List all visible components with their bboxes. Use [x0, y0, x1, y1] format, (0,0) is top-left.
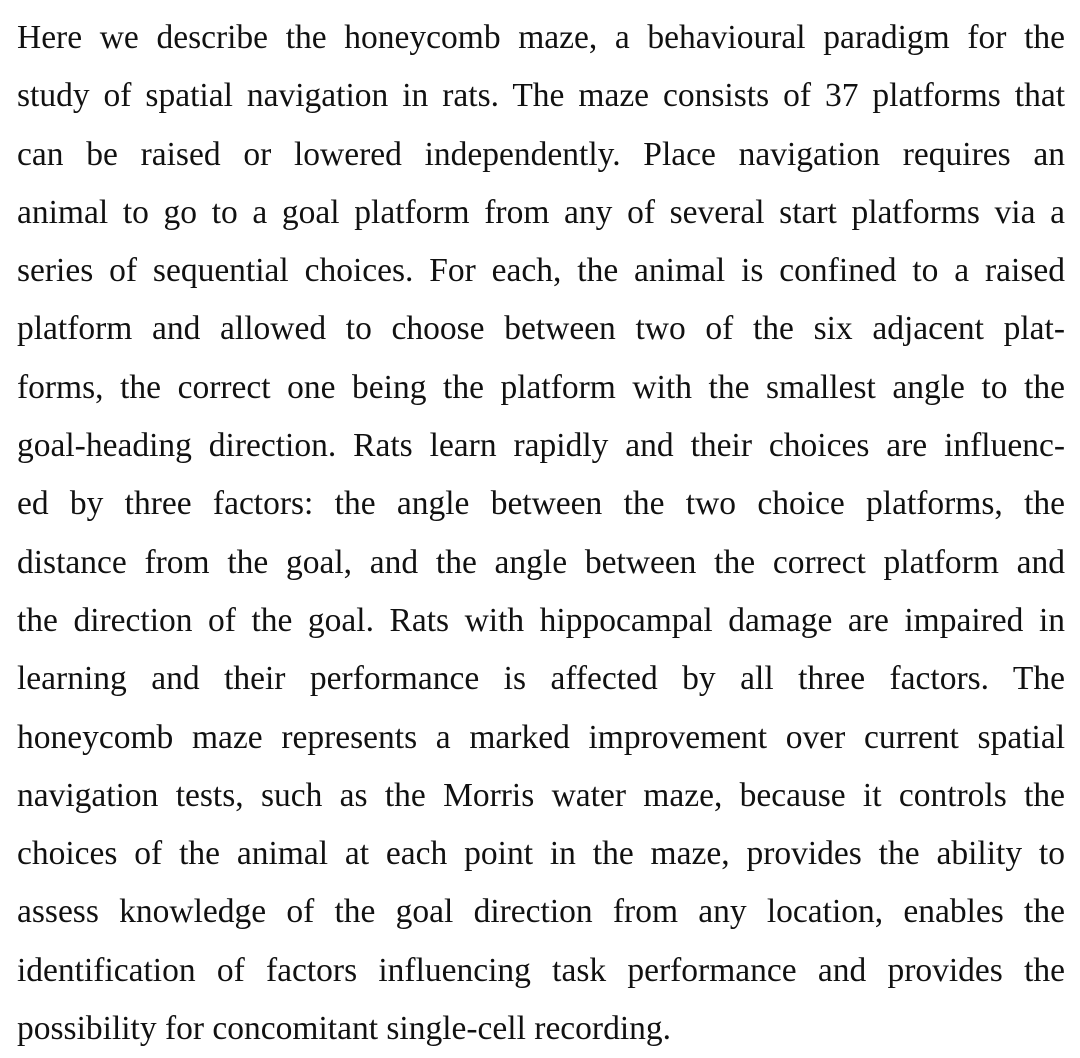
- abstract-line: study of spatial navigation in rats. The maze consists of 37 platforms that: [17, 77, 1065, 115]
- abstract-line: goal-heading direction. Rats learn rapidly and their choices are influenc-: [17, 427, 1065, 465]
- abstract-line: distance from the goal, and the angle between the correct platform and: [17, 543, 1065, 581]
- abstract-line: assess knowledge of the goal direction from any location, enables the: [17, 893, 1065, 931]
- abstract-line: honeycomb maze represents a marked improvement over current spatial: [17, 718, 1065, 756]
- abstract-line: choices of the animal at each point in the maze, provides the ability to: [17, 835, 1065, 873]
- abstract-line: Here we describe the honeycomb maze, a behavioural paradigm for the: [17, 19, 1065, 56]
- abstract-line: can be raised or lowered independently. Place navigation requires an: [17, 135, 1065, 173]
- abstract-line: platform and allowed to choose between two of the six adjacent plat-: [17, 310, 1065, 348]
- abstract-line: animal to go to a goal platform from any of several start platforms via a: [17, 193, 1065, 231]
- abstract-line: learning and their performance is affected by all three factors. The: [17, 660, 1065, 698]
- abstract-line: navigation tests, such as the Morris water maze, because it controls the: [17, 776, 1065, 814]
- abstract-line: identification of factors influencing task performance and provides the: [17, 951, 1065, 989]
- abstract-line: forms, the correct one being the platform with the smallest angle to the: [17, 368, 1065, 406]
- abstract-text: [17, 9, 1065, 1058]
- abstract-line: series of sequential choices. For each, the animal is confined to a raised: [17, 252, 1065, 290]
- abstract-line: ed by three factors: the angle between the two choice platforms, the: [17, 485, 1065, 523]
- abstract-line: the direction of the goal. Rats with hippocampal damage are impaired in: [17, 601, 1065, 639]
- abstract-line: possibility for concomitant single-cell recording.: [17, 1010, 672, 1048]
